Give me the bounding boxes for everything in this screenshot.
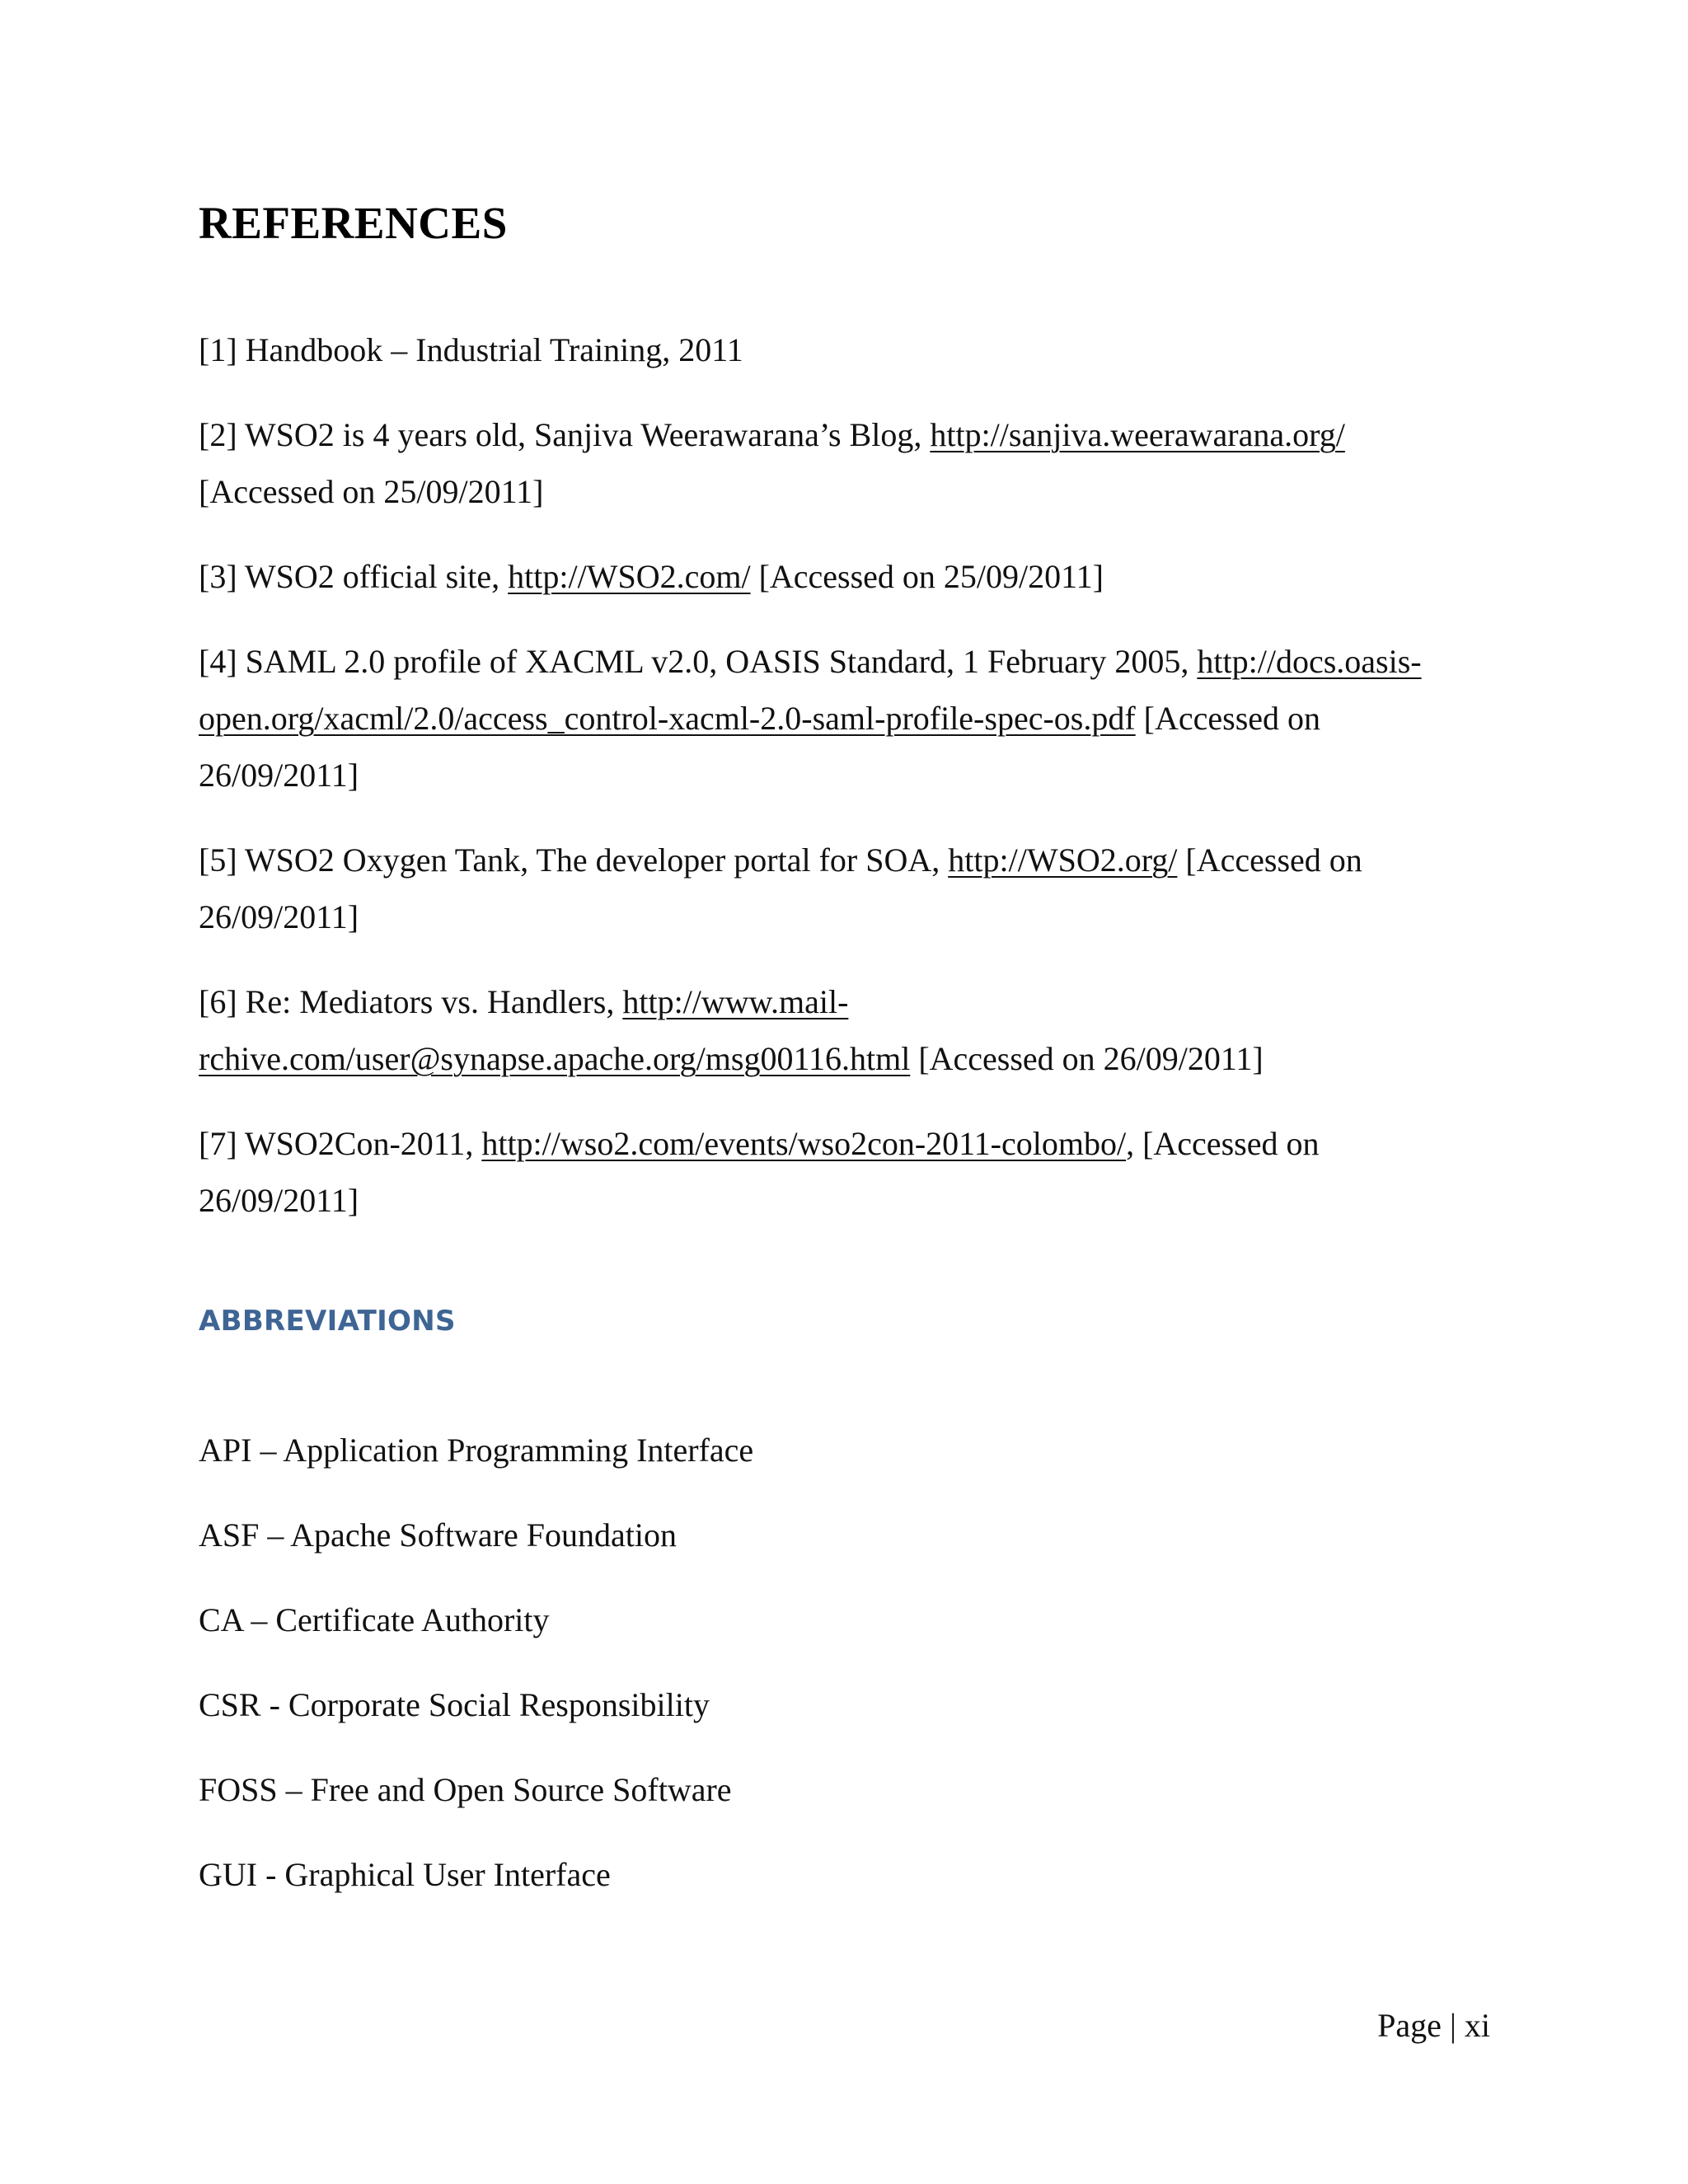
reference-text: [6] Re: Mediators vs. Handlers,: [199, 983, 623, 1020]
reference-item-3: [199, 548, 1484, 605]
reference-accessed: [Accessed on 25/09/2011]: [199, 473, 544, 510]
reference-item-7: [199, 1115, 1484, 1229]
page-number: Page | xi: [1377, 2007, 1490, 2044]
abbreviations-list: [199, 1422, 753, 1931]
reference-accessed: , [Accessed on 26/09/2011]: [199, 1125, 1320, 1219]
reference-accessed: [Accessed on 26/09/2011]: [199, 700, 1321, 794]
reference-item-2: [199, 406, 1484, 520]
reference-accessed: [Accessed on 26/09/2011]: [910, 1040, 1264, 1077]
abbreviation-item: GUI - Graphical User Interface: [199, 1856, 611, 1893]
reference-accessed: [Accessed on 25/09/2011]: [750, 558, 1104, 595]
reference-item-1: [199, 321, 1484, 378]
abbreviation-item: ASF – Apache Software Foundation: [199, 1516, 677, 1554]
abbreviation-item: CA – Certificate Authority: [199, 1601, 550, 1638]
reference-text: [7] WSO2Con-2011,: [199, 1125, 482, 1162]
reference-link[interactable]: http://www.mail-rchive.com/user@synapse.apache.org/msg00116.html: [199, 983, 911, 1077]
reference-item-4: [199, 633, 1484, 804]
reference-link[interactable]: http://wso2.com/events/wso2con-2011-colombo/: [481, 1125, 1127, 1162]
abbreviations-heading: ABBREVIATIONS: [199, 1305, 456, 1338]
reference-link[interactable]: http://docs.oasis-open.org/xacml/2.0/access_control-xacml-2.0-saml-profile-spec-os.pdf: [199, 643, 1422, 737]
reference-link[interactable]: http://WSO2.org/: [948, 841, 1178, 879]
references-heading: REFERENCES: [199, 198, 508, 248]
abbreviation-item: CSR - Corporate Social Responsibility: [199, 1686, 710, 1723]
abbreviation-item: FOSS – Free and Open Source Software: [199, 1771, 732, 1808]
reference-accessed: [Accessed on 26/09/2011]: [199, 841, 1362, 935]
reference-text: [2] WSO2 is 4 years old, Sanjiva Weerawarana’s Blog,: [199, 416, 931, 453]
reference-link[interactable]: http://sanjiva.weerawarana.org/: [930, 416, 1345, 453]
reference-text: [3] WSO2 official site,: [199, 558, 509, 595]
abbreviation-item: API – Application Programming Interface: [199, 1432, 754, 1469]
reference-text: [1] Handbook – Industrial Training, 2011: [199, 331, 743, 368]
reference-item-6: [199, 973, 1484, 1087]
reference-text: [5] WSO2 Oxygen Tank, The developer portal for SOA,: [199, 841, 949, 879]
reference-text: [4] SAML 2.0 profile of XACML v2.0, OASIS Standard, 1 February 2005,: [199, 643, 1198, 680]
reference-item-5: [199, 832, 1484, 945]
reference-link[interactable]: http://WSO2.com/: [508, 558, 751, 595]
references-list: [199, 321, 1484, 1257]
